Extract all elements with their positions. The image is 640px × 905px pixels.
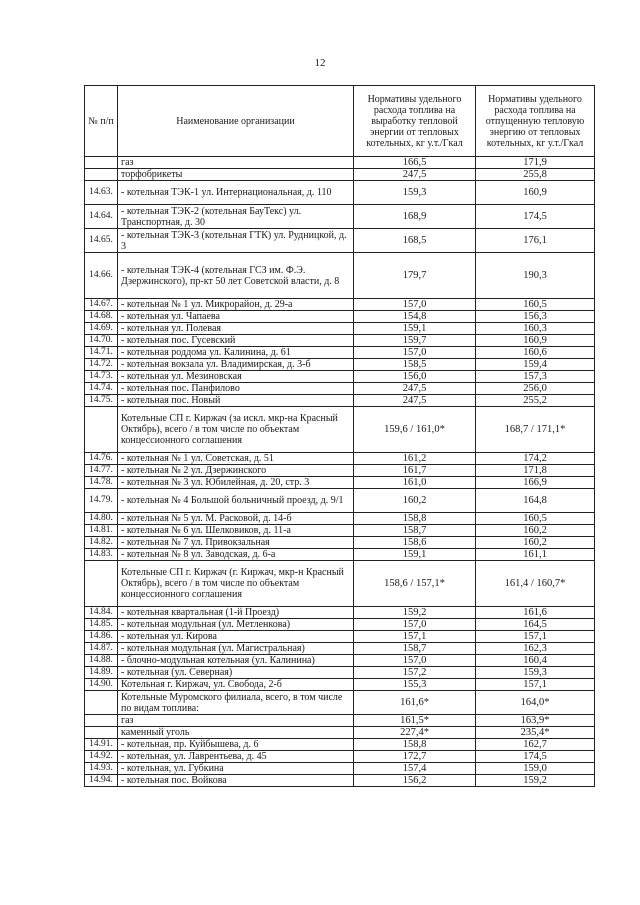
table-row — [85, 169, 595, 181]
row-value-generation: 158,6 — [354, 537, 476, 549]
row-value-generation: 157,1 — [354, 631, 476, 643]
row-name: Котельная г. Киржач, ул. Свобода, 2-б — [118, 679, 354, 691]
row-number: 14.64. — [85, 205, 118, 229]
row-value-supplied: 159,3 — [476, 667, 595, 679]
table-row — [85, 229, 595, 253]
row-value-supplied: 160,2 — [476, 525, 595, 537]
row-name: - котельная, ул. Губкина — [118, 763, 354, 775]
table-row — [85, 359, 595, 371]
row-name: - блочно-модульная котельная (ул. Калинина) — [118, 655, 354, 667]
row-name: - котельная пос. Новый — [118, 395, 354, 407]
row-value-supplied: 190,3 — [476, 253, 595, 299]
row-name: - котельная ТЭК-2 (котельная БауТекс) ул. Транспортная, д. 30 — [118, 205, 354, 229]
row-number: 14.63. — [85, 181, 118, 205]
row-number — [85, 169, 118, 181]
row-name: - котельная № 8 ул. Заводская, д. 6-а — [118, 549, 354, 561]
row-value-generation: 157,0 — [354, 299, 476, 311]
row-value-supplied: 171,9 — [476, 157, 595, 169]
row-value-supplied: 160,2 — [476, 537, 595, 549]
row-value-generation: 157,0 — [354, 655, 476, 667]
row-name: - котельная пос. Войкова — [118, 775, 354, 787]
row-name: - котельная № 6 ул. Шелковиков, д. 11-а — [118, 525, 354, 537]
row-number: 14.85. — [85, 619, 118, 631]
table-row — [85, 691, 595, 715]
row-value-supplied: 174,5 — [476, 205, 595, 229]
table-row — [85, 453, 595, 465]
row-value-supplied: 157,1 — [476, 631, 595, 643]
table-row — [85, 311, 595, 323]
row-value-generation: 158,6 / 157,1* — [354, 561, 476, 607]
table-row — [85, 477, 595, 489]
row-value-supplied: 161,6 — [476, 607, 595, 619]
row-number: 14.90. — [85, 679, 118, 691]
row-value-supplied: 162,7 — [476, 739, 595, 751]
row-number: 14.65. — [85, 229, 118, 253]
row-number: 14.71. — [85, 347, 118, 359]
table-row — [85, 513, 595, 525]
row-value-generation: 161,0 — [354, 477, 476, 489]
table-row — [85, 489, 595, 513]
table-body — [85, 157, 595, 787]
row-value-generation: 161,2 — [354, 453, 476, 465]
table-row — [85, 751, 595, 763]
row-value-supplied: 160,4 — [476, 655, 595, 667]
row-value-supplied: 160,9 — [476, 335, 595, 347]
row-number: 14.88. — [85, 655, 118, 667]
row-value-generation: 157,0 — [354, 619, 476, 631]
row-value-generation: 161,6* — [354, 691, 476, 715]
row-value-supplied: 255,8 — [476, 169, 595, 181]
row-value-generation: 158,5 — [354, 359, 476, 371]
row-number: 14.74. — [85, 383, 118, 395]
row-number: 14.82. — [85, 537, 118, 549]
row-number: 14.68. — [85, 311, 118, 323]
row-value-generation: 158,7 — [354, 525, 476, 537]
table-row — [85, 395, 595, 407]
row-name: Котельные Муромского филиала, всего, в том числе по видам топлива: — [118, 691, 354, 715]
row-name: - котельная, пр. Куйбышева, д. 6 — [118, 739, 354, 751]
table-row — [85, 335, 595, 347]
table-row — [85, 253, 595, 299]
table-row — [85, 643, 595, 655]
row-name: - котельная № 4 Большой больничный проезд, д. 9/1 — [118, 489, 354, 513]
table-row — [85, 607, 595, 619]
row-name: - котельная № 3 ул. Юбилейная, д. 20, стр. 3 — [118, 477, 354, 489]
row-value-generation: 247,5 — [354, 169, 476, 181]
row-number: 14.89. — [85, 667, 118, 679]
table-row — [85, 383, 595, 395]
table-row — [85, 655, 595, 667]
row-value-generation: 160,2 — [354, 489, 476, 513]
row-number: 14.73. — [85, 371, 118, 383]
row-value-generation: 158,7 — [354, 643, 476, 655]
row-value-supplied: 171,8 — [476, 465, 595, 477]
row-number: 14.94. — [85, 775, 118, 787]
row-name: - котельная № 1 ул. Микрорайон, д. 29-а — [118, 299, 354, 311]
row-number: 14.84. — [85, 607, 118, 619]
row-value-generation: 166,5 — [354, 157, 476, 169]
page-number: 12 — [314, 57, 326, 69]
row-name: - котельная ТЭК-1 ул. Интернациональная, д. 110 — [118, 181, 354, 205]
row-value-generation: 161,5* — [354, 715, 476, 727]
row-value-generation: 159,7 — [354, 335, 476, 347]
row-number — [85, 157, 118, 169]
row-value-generation: 159,6 / 161,0* — [354, 407, 476, 453]
row-value-generation: 247,5 — [354, 395, 476, 407]
table-row — [85, 549, 595, 561]
row-value-supplied: 256,0 — [476, 383, 595, 395]
row-number: 14.81. — [85, 525, 118, 537]
table-row — [85, 537, 595, 549]
row-number: 14.86. — [85, 631, 118, 643]
row-value-generation: 157,4 — [354, 763, 476, 775]
row-name: Котельные СП г. Киржач (г. Киржач, мкр-н Красный Октябрь), всего / в том числе по объектам концессионного соглашения — [118, 561, 354, 607]
row-value-supplied: 161,4 / 160,7* — [476, 561, 595, 607]
table-row — [85, 715, 595, 727]
row-value-supplied: 166,9 — [476, 477, 595, 489]
table-row — [85, 775, 595, 787]
header-num: № п/п — [85, 86, 118, 157]
row-value-generation: 172,7 — [354, 751, 476, 763]
row-number: 14.72. — [85, 359, 118, 371]
row-name: - котельная ул. Мезиновская — [118, 371, 354, 383]
row-name: каменный уголь — [118, 727, 354, 739]
row-name: - котельная № 7 ул. Привокзальная — [118, 537, 354, 549]
row-name: - котельная (ул. Северная) — [118, 667, 354, 679]
row-name: - котельная ул. Кирова — [118, 631, 354, 643]
table-row — [85, 667, 595, 679]
row-number: 14.70. — [85, 335, 118, 347]
row-number — [85, 727, 118, 739]
row-value-generation: 156,0 — [354, 371, 476, 383]
row-value-generation: 158,8 — [354, 739, 476, 751]
row-name: - котельная квартальная (1-й Проезд) — [118, 607, 354, 619]
row-value-supplied: 163,9* — [476, 715, 595, 727]
row-name: - котельная вокзала ул. Владимирская, д. 3-б — [118, 359, 354, 371]
table-row — [85, 525, 595, 537]
row-value-supplied: 164,0* — [476, 691, 595, 715]
table-row — [85, 679, 595, 691]
row-number: 14.78. — [85, 477, 118, 489]
row-name: - котельная № 5 ул. М. Расковой, д. 14-б — [118, 513, 354, 525]
row-number: 14.83. — [85, 549, 118, 561]
table-row — [85, 157, 595, 169]
row-value-generation: 157,2 — [354, 667, 476, 679]
row-name: - котельная ул. Полевая — [118, 323, 354, 335]
row-name: Котельные СП г. Киржач (за искл. мкр-на Красный Октябрь), всего / в том числе по объектам концессионного соглашения — [118, 407, 354, 453]
table-row — [85, 763, 595, 775]
table-row — [85, 181, 595, 205]
row-name: - котельная пос. Панфилово — [118, 383, 354, 395]
row-value-supplied: 160,5 — [476, 513, 595, 525]
norms-table — [84, 85, 595, 787]
table-row — [85, 299, 595, 311]
row-name: - котельная модульная (ул. Метленкова) — [118, 619, 354, 631]
row-value-generation: 168,5 — [354, 229, 476, 253]
row-value-generation: 158,8 — [354, 513, 476, 525]
row-name: - котельная модульная (ул. Магистральная) — [118, 643, 354, 655]
row-value-generation: 168,9 — [354, 205, 476, 229]
row-name: газ — [118, 715, 354, 727]
row-number: 14.66. — [85, 253, 118, 299]
row-value-supplied: 164,5 — [476, 619, 595, 631]
header-col2: Нормативы удельного расхода топлива на отпущенную тепловую энергию от тепловых котельных, кг у.т./Гкал — [476, 86, 595, 157]
table-row — [85, 205, 595, 229]
row-value-supplied: 164,8 — [476, 489, 595, 513]
table-row — [85, 371, 595, 383]
table-row — [85, 619, 595, 631]
row-value-generation: 154,8 — [354, 311, 476, 323]
table-row — [85, 323, 595, 335]
row-value-supplied: 174,2 — [476, 453, 595, 465]
row-value-supplied: 156,3 — [476, 311, 595, 323]
row-number — [85, 561, 118, 607]
row-value-generation: 159,1 — [354, 549, 476, 561]
row-name: газ — [118, 157, 354, 169]
row-value-supplied: 255,2 — [476, 395, 595, 407]
row-number — [85, 715, 118, 727]
row-number: 14.69. — [85, 323, 118, 335]
row-name: - котельная ул. Чапаева — [118, 311, 354, 323]
row-value-supplied: 161,1 — [476, 549, 595, 561]
row-value-generation: 161,7 — [354, 465, 476, 477]
row-value-supplied: 160,6 — [476, 347, 595, 359]
row-value-generation: 159,1 — [354, 323, 476, 335]
row-value-supplied: 162,3 — [476, 643, 595, 655]
row-name: - котельная ТЭК-4 (котельная ГСЗ им. Ф.Э. Дзержинского), пр-кт 50 лет Советской власти, д. 8 — [118, 253, 354, 299]
table-row — [85, 739, 595, 751]
row-name: - котельная № 2 ул. Дзержинского — [118, 465, 354, 477]
row-number: 14.92. — [85, 751, 118, 763]
row-value-generation: 157,0 — [354, 347, 476, 359]
row-value-supplied: 160,5 — [476, 299, 595, 311]
row-number: 14.75. — [85, 395, 118, 407]
row-value-generation: 179,7 — [354, 253, 476, 299]
row-value-supplied: 159,0 — [476, 763, 595, 775]
row-number: 14.77. — [85, 465, 118, 477]
row-name: - котельная, ул. Лаврентьева, д. 45 — [118, 751, 354, 763]
table-row — [85, 465, 595, 477]
row-number: 14.80. — [85, 513, 118, 525]
table-row — [85, 561, 595, 607]
row-number — [85, 407, 118, 453]
row-value-generation: 247,5 — [354, 383, 476, 395]
row-number: 14.87. — [85, 643, 118, 655]
row-value-supplied: 159,2 — [476, 775, 595, 787]
row-value-supplied: 157,3 — [476, 371, 595, 383]
row-name: - котельная № 1 ул. Советская, д. 51 — [118, 453, 354, 465]
table-row — [85, 631, 595, 643]
row-value-supplied: 160,3 — [476, 323, 595, 335]
row-name: - котельная ТЭК-3 (котельная ГТК) ул. Рудницкой, д. 3 — [118, 229, 354, 253]
row-value-generation: 156,2 — [354, 775, 476, 787]
row-name: - котельная роддома ул. Калинина, д. 61 — [118, 347, 354, 359]
header-col1: Нормативы удельного расхода топлива на выработку тепловой энергии от тепловых котельных, кг у.т./Гкал — [354, 86, 476, 157]
row-value-supplied: 168,7 / 171,1* — [476, 407, 595, 453]
row-number: 14.76. — [85, 453, 118, 465]
row-number: 14.91. — [85, 739, 118, 751]
table-row — [85, 727, 595, 739]
row-number: 14.67. — [85, 299, 118, 311]
row-number: 14.93. — [85, 763, 118, 775]
table-row — [85, 407, 595, 453]
table-row — [85, 347, 595, 359]
row-value-supplied: 235,4* — [476, 727, 595, 739]
table-header-row — [85, 86, 595, 157]
row-value-generation: 155,3 — [354, 679, 476, 691]
row-value-generation: 227,4* — [354, 727, 476, 739]
header-name: Наименование организации — [118, 86, 354, 157]
row-value-supplied: 160,9 — [476, 181, 595, 205]
row-number — [85, 691, 118, 715]
row-value-generation: 159,2 — [354, 607, 476, 619]
row-value-supplied: 174,5 — [476, 751, 595, 763]
row-value-supplied: 176,1 — [476, 229, 595, 253]
row-value-supplied: 159,4 — [476, 359, 595, 371]
row-name: торфобрикеты — [118, 169, 354, 181]
row-number: 14.79. — [85, 489, 118, 513]
row-value-supplied: 157,1 — [476, 679, 595, 691]
row-value-generation: 159,3 — [354, 181, 476, 205]
row-name: - котельная пос. Гусевский — [118, 335, 354, 347]
